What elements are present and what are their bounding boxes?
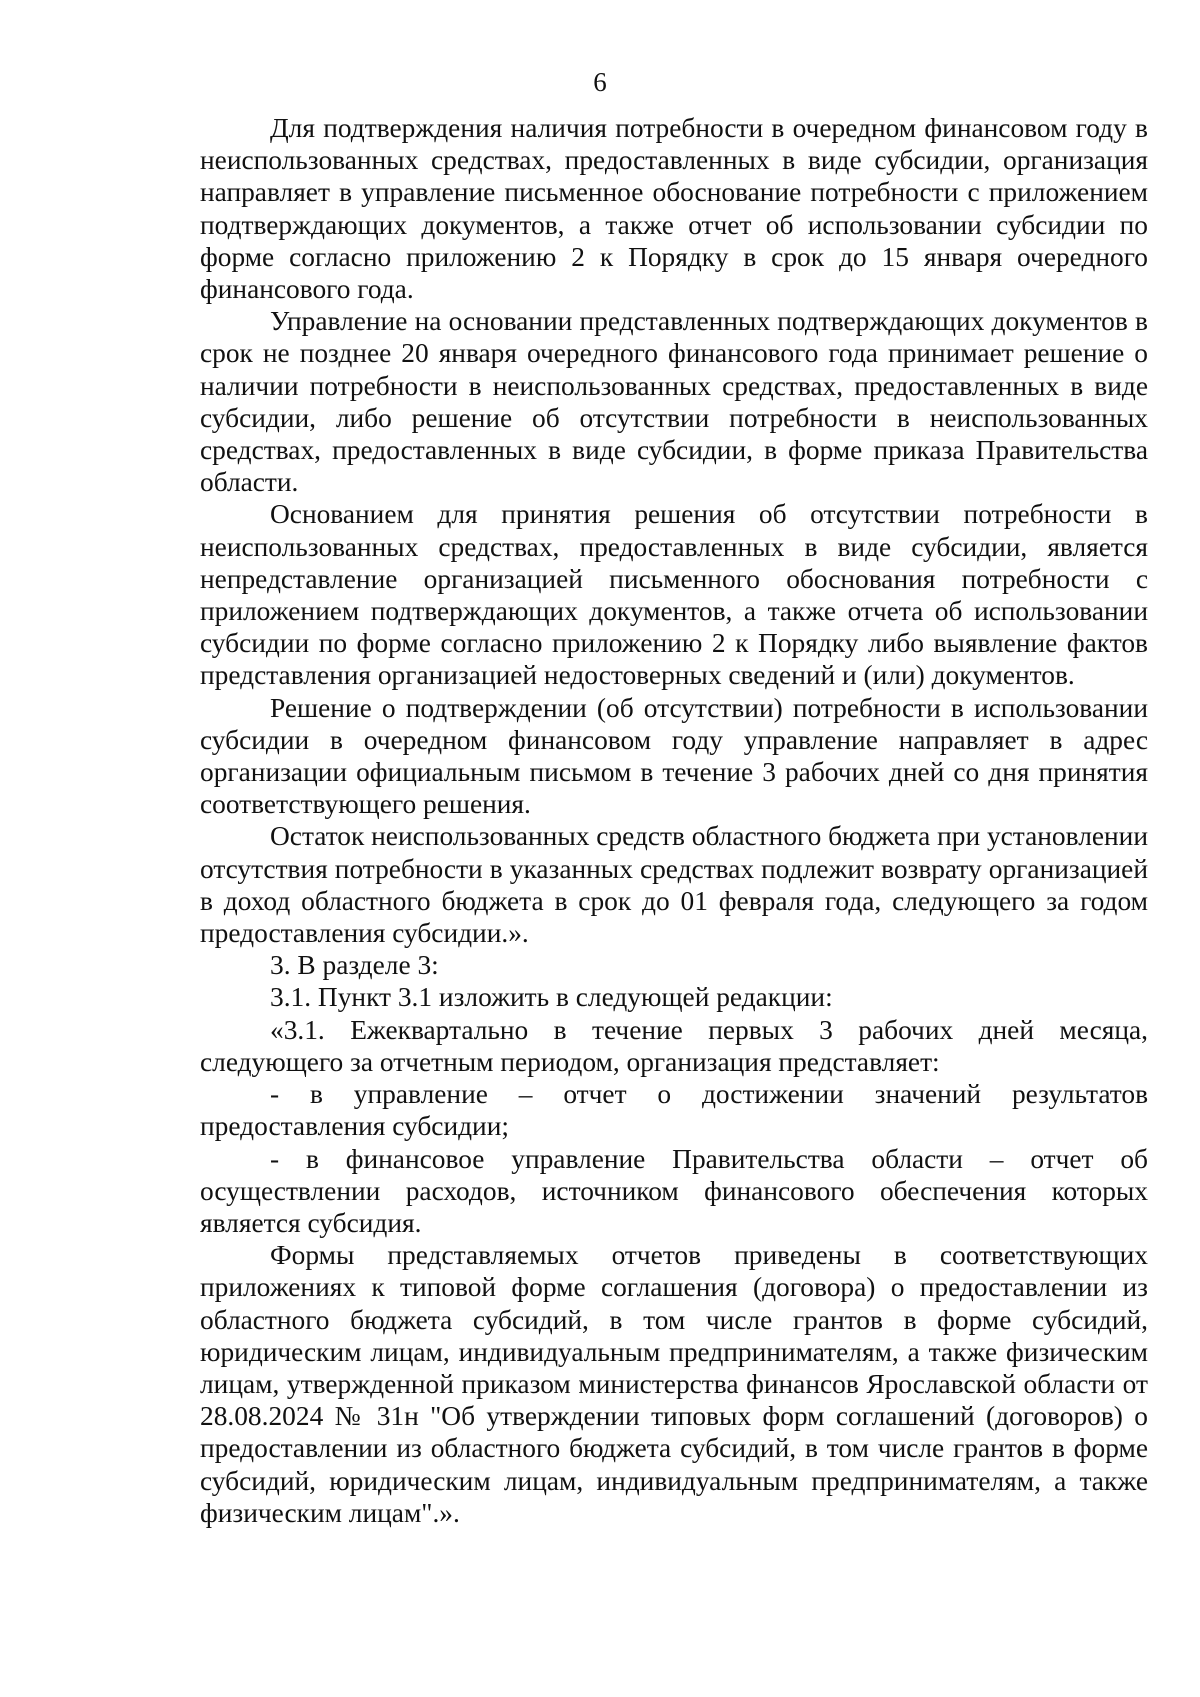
paragraph-clause-3-1: 3.1. Пункт 3.1 изложить в следующей редакции: — [270, 982, 833, 1013]
paragraph-unused-funds-return: Остаток неиспользованных средств областного бюджета при установлении отсутствия потребности в указанных средствах подлежит возврату организацией в доход областного бюджета в срок до 01 февраля года, следующего за годом предоставления субсидии.». — [200, 821, 1148, 949]
paragraph-section-3: 3. В разделе 3: — [270, 950, 439, 981]
paragraph-need-confirmation: Для подтверждения наличия потребности в очередном финансовом году в неиспользованных средствах, предоставленных в виде субсидии, организация направляет в управление письменное обоснование потребности с приложением подтверждающих документов, а также отчет об использовании субсидии по форме согласно приложению 2 к Порядку в срок до 15 января очередного финансового года. — [200, 113, 1148, 305]
paragraph-decision-notification: Решение о подтверждении (об отсутствии) потребности в использовании субсидии в очередном финансовом году управление направляет в адрес организации официальным письмом в течение 3 рабочих дней со дня принятия соответствующего решения. — [200, 692, 1148, 820]
list-item-finance-report: - в финансовое управление Правительства области – отчет об осуществлении расходов, источником финансового обеспечения которых является субсидия. — [200, 1143, 1148, 1238]
list-item-department-report: - в управление – отчет о достижении значений результатов предоставления субсидии; — [200, 1079, 1148, 1142]
paragraph-report-forms: Формы представляемых отчетов приведены в соответствующих приложениях к типовой форме соглашения (договора) о предоставлении из областного бюджета субсидий, в том числе грантов в форме субсидий, юридическим лицам, индивидуальным предпринимателям, а также физическим лицам, утвержденной приказом министерства финансов Ярославской области от 28.08.2024 № 31н "Об утверждении типовых форм соглашений (договоров) о предоставлении из областного бюджета субсидий, в том числе грантов в форме субсидий, юридическим лицам, индивидуальным предпринимателям, а также физическим лицам".». — [200, 1240, 1148, 1528]
page-number: 6 — [593, 67, 607, 97]
paragraph-grounds-for-decision: Основанием для принятия решения об отсутствии потребности в неиспользованных средствах, предоставленных в виде субсидии, является непредставление организацией письменного обоснования потребности с приложением подтверждающих документов, а также отчета об использовании субсидии по форме согласно приложению 2 к Порядку либо выявление фактов представления организацией недостоверных сведений и (или) документов. — [200, 499, 1148, 691]
document-body — [200, 112, 1148, 1529]
paragraph-quarterly-reports: «3.1. Ежеквартально в течение первых 3 рабочих дней месяца, следующего за отчетным периодом, организация представляет: — [200, 1014, 1148, 1077]
paragraph-department-decision: Управление на основании представленных подтверждающих документов в срок не позднее 20 января очередного финансового года принимает решение о наличии потребности в неиспользованных средствах, предоставленных в виде субсидии, либо решение об отсутствии потребности в неиспользованных средствах, предоставленных в виде субсидии, в форме приказа Правительства области. — [200, 306, 1148, 498]
